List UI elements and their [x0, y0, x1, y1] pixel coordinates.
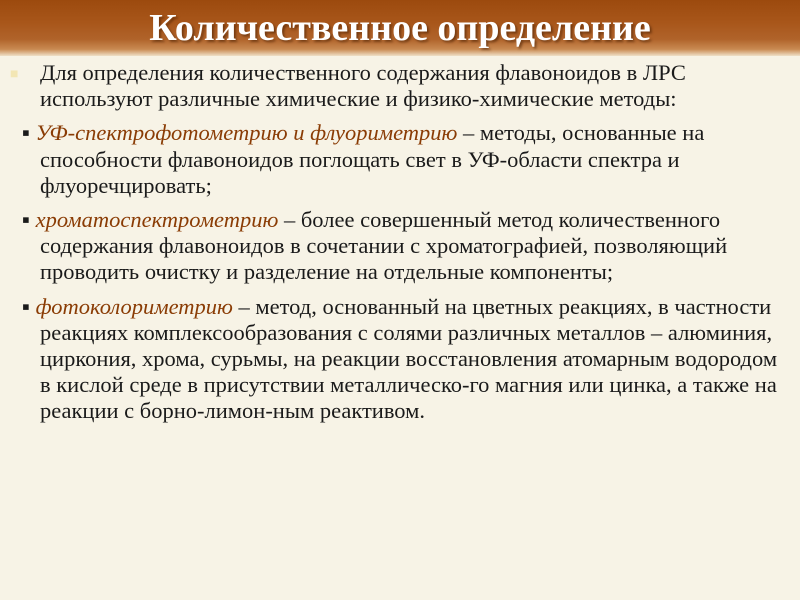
intro-text: Для определения количественного содержания флавоноидов в ЛРС используют различные химические и физико-химические методы:	[40, 60, 686, 112]
intro-paragraph	[10, 60, 792, 112]
method-item-chromatospectrometry	[10, 207, 792, 286]
title-bar	[0, 0, 800, 56]
method-term: УФ-спектрофотометрию и флуориметрию	[35, 120, 458, 146]
bullet-square-icon: ■	[10, 67, 19, 82]
method-description: – метод, основанный на цветных реакциях, в частности реакциях комплексообразования с солями различных металлов – алюминия, циркония, хрома, сурьмы, на реакции восстановления атомарным водородом в кислой среде в присутствии металлическо-го магния или цинка, а также на реакции с борно-лимон-ным реактивом.	[40, 293, 778, 424]
method-description: – методы, основанные на способности флавоноидов поглощать свет в УФ-области спектра и флуоречцировать;	[40, 120, 705, 198]
slide-title: Количественное определение	[149, 7, 651, 49]
method-term: хроматоспектрометрию	[35, 207, 279, 233]
method-item-photocolorimetry	[10, 294, 792, 425]
method-term: фотоколориметрию	[35, 293, 233, 319]
bullet-marker-icon: ▪	[22, 207, 30, 233]
bullet-marker-icon: ▪	[22, 120, 30, 146]
bullet-marker-icon: ▪	[22, 293, 30, 319]
slide-content	[10, 60, 792, 433]
method-description: – более совершенный метод количественного содержания флавоноидов в сочетании с хроматографией, позволяющий проводить очистку и разделение на отдельные компоненты;	[40, 207, 728, 285]
method-item-uv	[10, 120, 792, 199]
